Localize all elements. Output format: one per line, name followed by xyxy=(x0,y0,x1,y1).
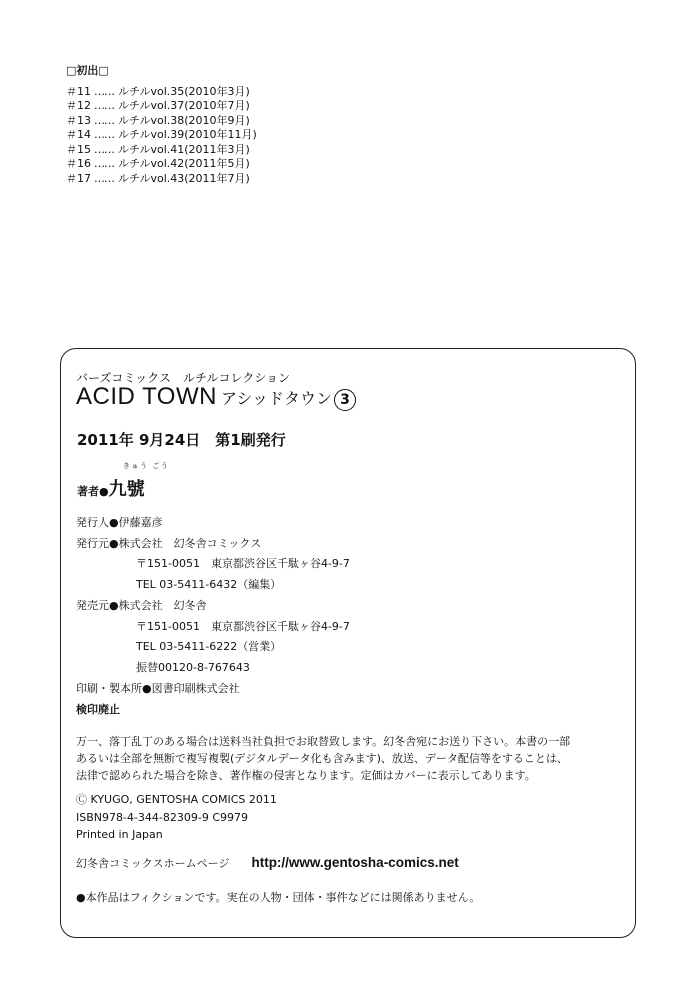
first-publication-entry xyxy=(66,114,257,129)
isbn: ISBN978-4-344-82309-9 C9979 xyxy=(76,810,249,824)
leader-dots: …… xyxy=(94,128,114,141)
publication-source: ルチルvol.43(2011年7月) xyxy=(118,171,250,185)
volume-number: 3 xyxy=(334,389,356,411)
chapter-number: ＃17 xyxy=(66,171,91,185)
chapter-number: ＃13 xyxy=(66,113,91,127)
chapter-number: ＃14 xyxy=(66,128,91,141)
leader-dots: …… xyxy=(94,142,114,156)
title-japanese: アシッドタウン xyxy=(220,389,332,408)
author-name: 九號 xyxy=(108,479,145,500)
author-line xyxy=(77,475,145,501)
author-label: 著者● xyxy=(77,485,109,498)
publisher-person: 発行人●伊藤嘉彦 xyxy=(76,516,163,529)
fiction-disclaimer: ●本作品はフィクションです。実在の人物・団体・事件などには関係ありません。 xyxy=(76,891,481,904)
notice-line: あるいは全部を無断で複写複製(デジタルデータ化も含みます)、放送、データ配信等をすることは、 xyxy=(76,752,568,765)
publisher-info xyxy=(76,513,350,699)
seal-waived-note: 検印廃止 xyxy=(76,703,120,716)
first-publication-entry xyxy=(66,143,257,158)
first-publication-entry xyxy=(66,172,257,187)
chapter-number: ＃11 xyxy=(66,84,91,98)
leader-dots: …… xyxy=(94,84,114,98)
first-publication-entry xyxy=(66,99,257,114)
chapter-number: ＃15 xyxy=(66,142,91,156)
publisher-address: 〒151-0051 東京都渋谷区千駄ヶ谷4-9-7 xyxy=(136,557,350,571)
leader-dots: …… xyxy=(94,99,114,112)
printed-in: Printed in Japan xyxy=(76,828,163,841)
distributor-company: 発売元●株式会社 幻冬舎 xyxy=(76,598,207,612)
publication-source: ルチルvol.39(2010年11月) xyxy=(118,128,257,141)
leader-dots: …… xyxy=(94,157,114,170)
first-publication-heading: □初出□ xyxy=(66,64,109,77)
publication-source: ルチルvol.42(2011年5月) xyxy=(118,157,250,170)
notice-line: 万一、落丁乱丁のある場合は送料当社負担でお取替致します。幻冬舎宛にお送り下さい。本書の一部 xyxy=(76,735,571,748)
homepage-label: 幻冬舎コミックスホームページ xyxy=(76,857,230,870)
transfer-account: 振替00120-8-767643 xyxy=(136,660,250,674)
leader-dots: …… xyxy=(94,171,114,185)
book-title xyxy=(76,383,356,411)
publication-source: ルチルvol.37(2010年7月) xyxy=(118,99,250,112)
leader-dots: …… xyxy=(94,113,114,127)
chapter-number: ＃16 xyxy=(66,157,91,170)
first-publication-entry xyxy=(66,85,257,100)
copyright-block xyxy=(76,791,277,844)
author-ruby: きゅう ごう xyxy=(123,462,170,470)
publication-source: ルチルvol.38(2010年9月) xyxy=(118,113,250,127)
publication-source: ルチルvol.41(2011年3月) xyxy=(118,142,250,156)
homepage-line xyxy=(76,855,459,871)
distributor-phone: TEL 03-5411-6222（営業） xyxy=(136,640,282,654)
chapter-number: ＃12 xyxy=(66,99,91,112)
printer-company: 印刷・製本所●図書印刷株式会社 xyxy=(76,681,240,695)
title-english: ACID TOWN xyxy=(76,383,217,410)
colophon-box xyxy=(60,348,636,938)
publication-source: ルチルvol.35(2010年3月) xyxy=(118,84,250,98)
legal-notice xyxy=(76,733,570,784)
first-publication-entry xyxy=(66,128,257,143)
first-publication-list xyxy=(66,64,257,186)
distributor-address: 〒151-0051 東京都渋谷区千駄ヶ谷4-9-7 xyxy=(136,619,350,633)
first-publication-entry xyxy=(66,157,257,172)
copyright: Ⓒ KYUGO, GENTOSHA COMICS 2011 xyxy=(76,793,277,806)
notice-line: 法律で認められた場合を除き、著作権の侵害となります。定価はカバーに表示してあります。 xyxy=(76,769,536,782)
publisher-phone: TEL 03-5411-6432（編集） xyxy=(136,578,282,592)
publisher-company: 発行元●株式会社 幻冬舎コミックス xyxy=(76,536,262,550)
edition-date: 2011年 9月24日 第1刷発行 xyxy=(77,431,286,449)
homepage-url: http://www.gentosha-comics.net xyxy=(251,855,459,870)
series-name: バーズコミックス ルチルコレクション xyxy=(76,371,290,385)
